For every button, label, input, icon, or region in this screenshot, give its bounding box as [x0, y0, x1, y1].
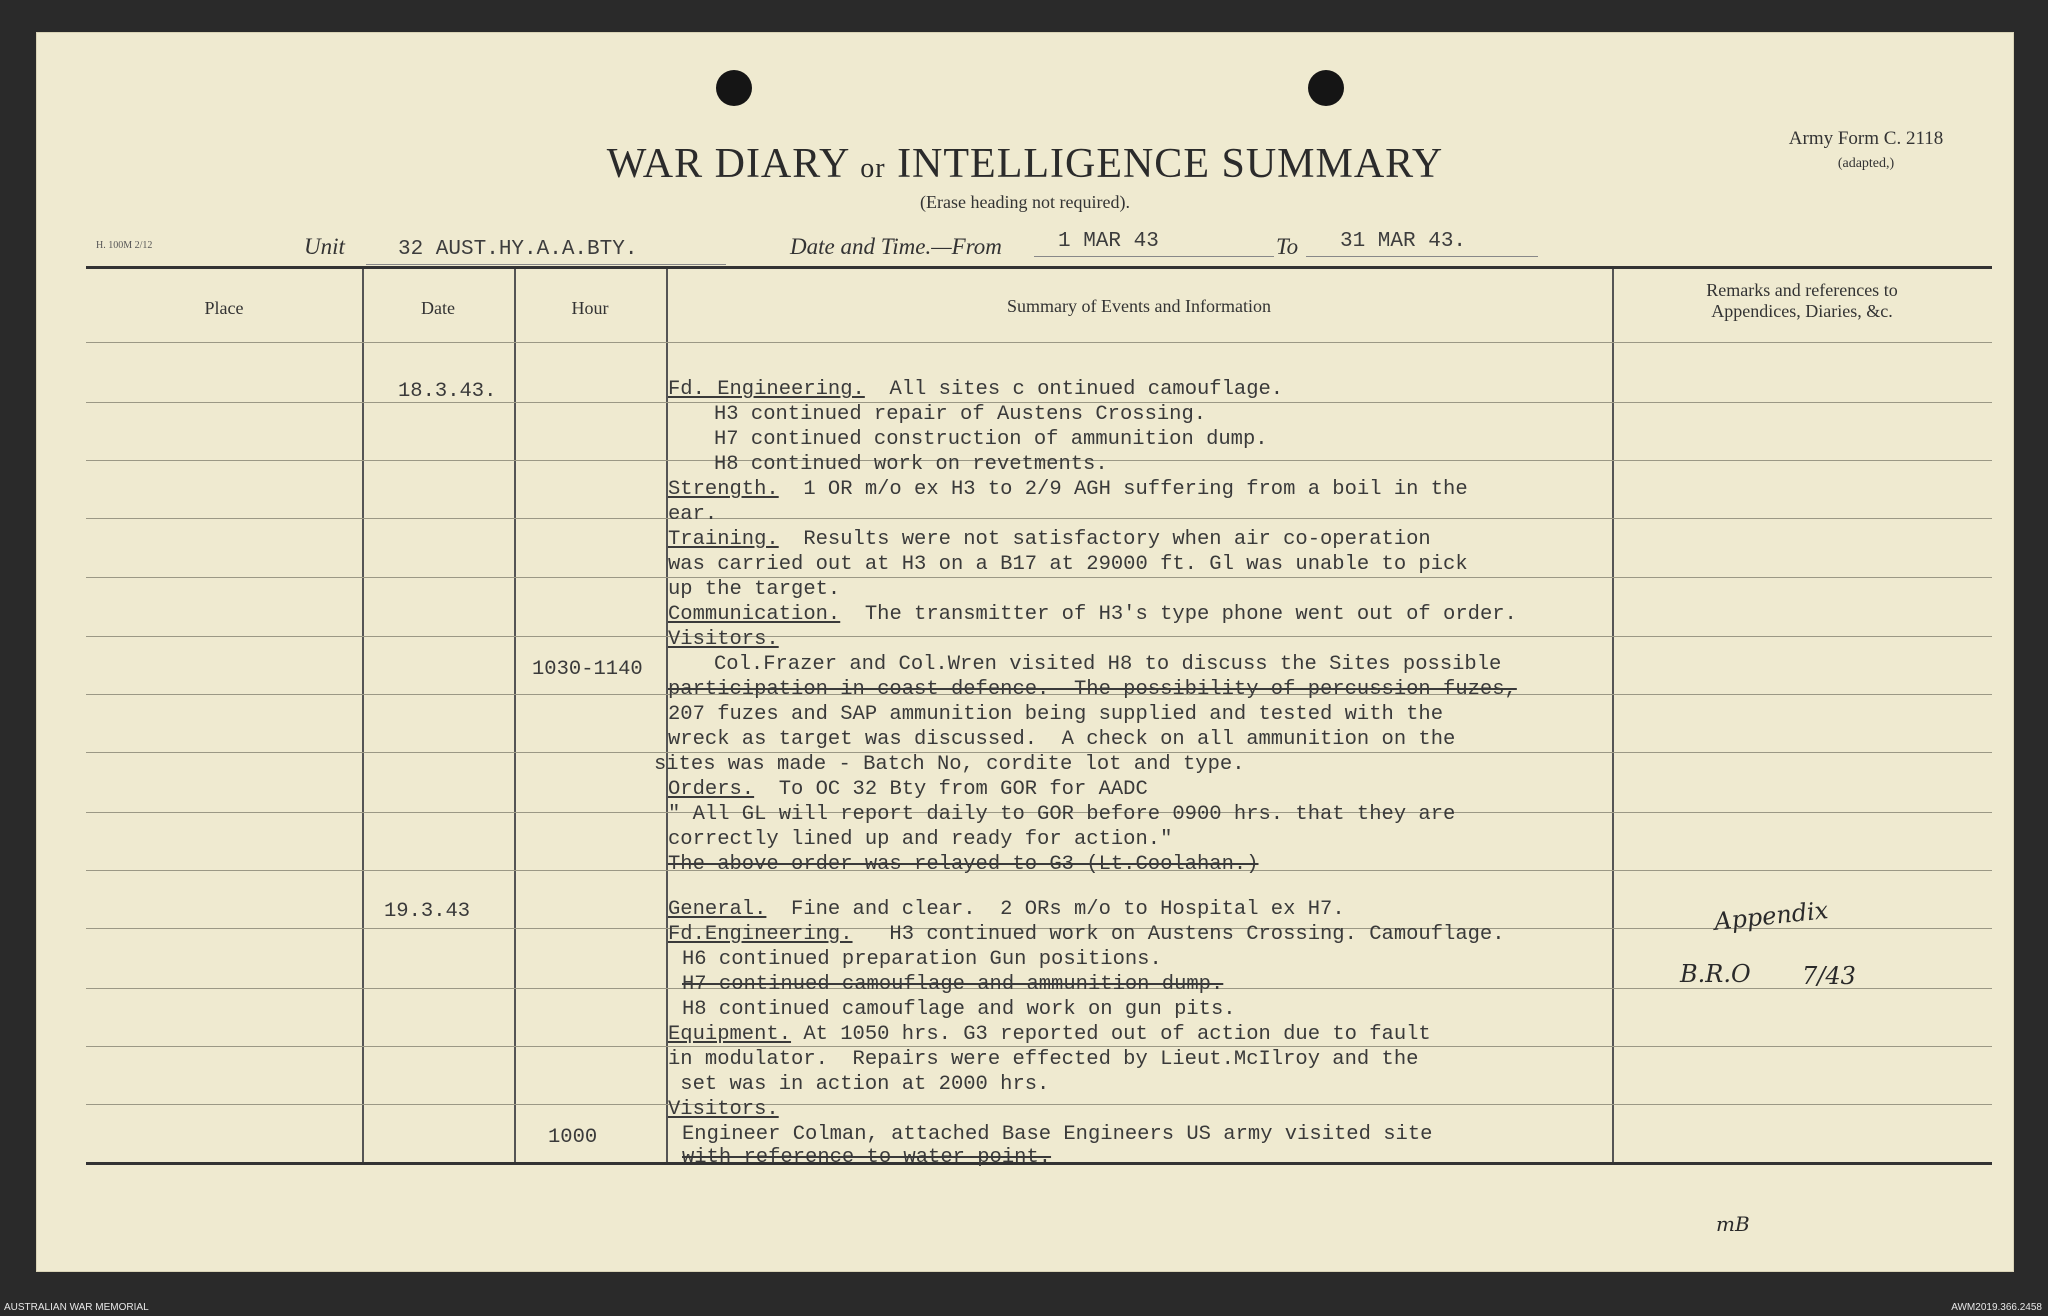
summary-line: Visitors.: [668, 628, 779, 651]
punch-hole: [716, 70, 752, 106]
summary-line: Visitors.: [668, 1098, 779, 1121]
summary-line: H8 continued camouflage and work on gun pits.: [682, 998, 1236, 1021]
summary-line: participation in coast defence. The possibility of percussion fuzes,: [668, 678, 1517, 701]
summary-line: Fd.Engineering. H3 continued work on Austens Crossing. Camouflage.: [668, 923, 1505, 946]
summary-line: ear.: [668, 503, 718, 526]
column-header-remarks: Remarks and references to Appendices, Diaries, &c.: [1706, 280, 1898, 321]
handwritten-remark: 7/43: [1802, 962, 1856, 990]
summary-line: wreck as target was discussed. A check on all ammunition on the: [668, 728, 1456, 751]
entry-hour-2: 1000: [548, 1126, 598, 1149]
summary-line: Strength. 1 OR m/o ex H3 to 2/9 AGH suffering from a boil in the: [668, 478, 1468, 501]
footer-credit: AUSTRALIAN WAR MEMORIAL: [4, 1302, 149, 1313]
summary-line: Fd. Engineering. All sites c ontinued camouflage.: [668, 378, 1284, 401]
entry-hour-1: 1030-1140: [532, 658, 643, 681]
form-code: H. 100M 2/12: [96, 240, 153, 251]
summary-line: sites was made - Batch No, cordite lot and type.: [654, 753, 1245, 776]
column-header-date: Date: [421, 298, 455, 318]
summary-line: H3 continued repair of Austens Crossing.: [714, 403, 1207, 426]
entry-date-2: 19.3.43: [384, 900, 471, 923]
summary-line: Engineer Colman, attached Base Engineers US army visited site: [682, 1123, 1433, 1146]
summary-line: set was in action at 2000 hrs.: [668, 1073, 1050, 1096]
handwritten-remark: B.R.O: [1680, 960, 1751, 988]
date-to-label: To: [1276, 234, 1299, 259]
summary-line: General. Fine and clear. 2 ORs m/o to Hospital ex H7.: [668, 898, 1345, 921]
summary-line: was carried out at H3 on a B17 at 29000 ft. Gl was unable to pick: [668, 553, 1468, 576]
entry-date-1: 18.3.43.: [398, 380, 497, 403]
column-header-hour: Hour: [571, 298, 609, 318]
date-to-value: 31 MAR 43.: [1340, 230, 1467, 253]
army-form-label: Army Form C. 2118 (adapted,): [1788, 128, 1944, 171]
footer-accession-number: AWM2019.366.2458: [1951, 1302, 2042, 1313]
summary-line: Col.Frazer and Col.Wren visited H8 to discuss the Sites possible: [714, 653, 1502, 676]
page-title: WAR DIARY or INTELLIGENCE SUMMARY: [606, 141, 1444, 187]
page-subtitle: (Erase heading not required).: [920, 192, 1130, 212]
handwritten-initials: mB: [1716, 1212, 1750, 1236]
summary-line: " All GL will report daily to GOR before 0900 hrs. that they are: [668, 803, 1456, 826]
summary-line: up the target.: [668, 578, 841, 601]
summary-line: H8 continued work on revetments.: [714, 453, 1108, 476]
summary-line: with reference to water point.: [682, 1146, 1052, 1169]
summary-line: H7 continued construction of ammunition dump.: [714, 428, 1268, 451]
summary-line: Training. Results were not satisfactory when air co-operation: [668, 528, 1431, 551]
punch-hole: [1308, 70, 1344, 106]
summary-line: 207 fuzes and SAP ammunition being supplied and tested with the: [668, 703, 1444, 726]
summary-line: correctly lined up and ready for action.": [668, 828, 1173, 851]
column-header-place: Place: [204, 298, 244, 318]
summary-line: The above order was relayed to G3 (Lt.Coolahan.): [668, 853, 1259, 876]
unit-value: 32 AUST.HY.A.A.BTY.: [398, 238, 638, 261]
date-from-label: Date and Time.—From: [790, 234, 1002, 259]
unit-label: Unit: [304, 234, 345, 259]
date-from-value: 1 MAR 43: [1058, 230, 1159, 253]
summary-line: Equipment. At 1050 hrs. G3 reported out of action due to fault: [668, 1023, 1431, 1046]
table-top-rule: [86, 266, 1992, 269]
summary-line: H7 continued camouflage and ammunition dump.: [682, 973, 1224, 996]
summary-line: in modulator. Repairs were effected by Lieut.McIlroy and the: [668, 1048, 1419, 1071]
summary-line: Orders. To OC 32 Bty from GOR for AADC: [668, 778, 1148, 801]
handwritten-remark: Appendix: [1712, 896, 1830, 936]
column-header-summary: Summary of Events and Information: [1007, 296, 1271, 316]
diary-page: [36, 32, 2014, 1272]
summary-line: Communication. The transmitter of H3's type phone went out of order.: [668, 603, 1517, 626]
summary-line: H6 continued preparation Gun positions.: [682, 948, 1162, 971]
